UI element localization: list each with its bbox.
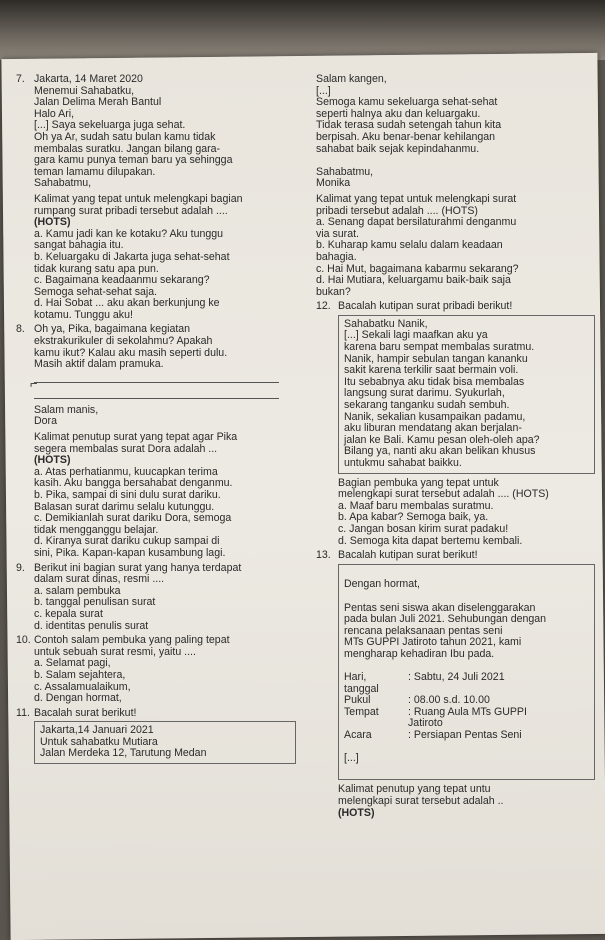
question-number: 9. <box>16 561 25 574</box>
letter-greeting: Dengan hormat, <box>344 578 420 591</box>
hots-tag: (HOTS) <box>34 454 71 467</box>
question-number: 7. <box>16 73 25 85</box>
question-text: Kalimat yang tepat untuk melengkapi surat pribadi tersebut adalah .... (HOTS) <box>316 192 517 217</box>
event-details <box>344 672 589 742</box>
option-d[interactable]: d. Semoga kita dapat bertemu kembali. <box>338 534 523 547</box>
question-text: Bacalah kutipan surat pribadi berikut! <box>338 300 513 313</box>
photo-background <box>0 0 605 60</box>
detail-value: : Sabtu, 24 Juli 2021 <box>408 671 505 684</box>
option-c[interactable]: c. Hai Mut, bagaimana kabarmu sekarang? <box>316 262 519 275</box>
question-text: Bacalah surat berikut! <box>34 706 137 719</box>
question-10 <box>16 635 306 705</box>
option-c[interactable]: c. Jangan bosan kirim surat padaku! <box>338 522 509 535</box>
option-d[interactable]: d. Hai Mutiara, keluargamu baik-baik saja bukan? <box>316 274 511 298</box>
option-b[interactable]: b. Apa kabar? Semoga baik, ya. <box>338 511 489 524</box>
option-d[interactable]: d. Hai Sobat ... aku akan berkunjung ke kotamu. Tunggu aku! <box>34 297 220 321</box>
option-a[interactable]: a. Selamat pagi, <box>34 657 111 670</box>
question-text: Kalimat yang tepat untuk melengkapi bagian rumpang surat pribadi tersebut adalah .... <box>34 192 243 217</box>
letter-box: Sahabatku Nanik, [...] Sekali lagi maafkan aku ya karena baru sempat membalas suratmu. Nanik, hampir sebulan tangan kananku sakit karena terkilir saat bermain voli. Itu sebabnya aku tidak bisa membalas langsung surat darimu. Syukurlah, sekarang tanganku sudah sembuh. Nanik, sekalian kusampaikan padamu, aku liburan mendatang akan berjalan- jalan ke Bali. Kamu pesan oleh-oleh apa? Bilang ya, nanti aku akan belikan khusus untukmu sahabat baikku. <box>338 315 595 474</box>
question-number: 11. <box>16 706 30 719</box>
question-text: Bacalah kutipan surat berikut! <box>338 549 478 562</box>
detail-value: : Persiapan Pentas Seni <box>408 729 522 742</box>
hots-tag: (HOTS) <box>34 216 71 229</box>
letter-ellipsis: [...] <box>344 752 359 765</box>
letter-excerpt: Salam kangen, [...] Semoga kamu sekeluarga sehat-sehat seperti halnya aku dan keluargaku. Tidak terasa sudah setengah tahun kita berpisah. Aku benar-benar kehilangan sahabat baik sejak kepindahanmu. Sahabatmu, Monika <box>316 73 502 190</box>
option-d[interactable]: d. identitas penulis surat <box>34 619 149 632</box>
question-number: 12. <box>316 300 331 313</box>
option-b[interactable]: b. Kuharap kamu selalu dalam keadaan bahagia. <box>316 239 503 263</box>
question-8 <box>16 324 306 559</box>
option-d[interactable]: d. Dengan hormat, <box>34 692 122 705</box>
answer-line[interactable] <box>34 389 279 399</box>
answer-line[interactable] <box>34 373 279 383</box>
question-number: 8. <box>16 323 25 336</box>
letter-excerpt: Oh ya, Pika, bagaimana kegiatan ekstrakurikuler di sekolahmu? Apakah kamu ikut? Kalau aku masih seperti dulu. Masih aktif dalam pramuka. <box>34 323 228 371</box>
option-a[interactable]: a. salam pembuka <box>34 584 121 597</box>
pencil-mark: ⌐ <box>30 376 38 391</box>
question-prompt: Kalimat penutup yang tepat untu melengkapi surat tersebut adalah .. <box>338 783 504 808</box>
question-number: 13. <box>316 549 331 562</box>
option-c[interactable]: c. Demikianlah surat dariku Dora, semoga tidak mengganggu belajar. <box>34 512 232 536</box>
letter-box: Jakarta,14 Januari 2021 Untuk sahabatku Mutiara Jalan Merdeka 12, Tarutung Medan <box>34 721 296 764</box>
left-column <box>16 74 306 771</box>
option-b[interactable]: b. tanggal penulisan surat <box>34 596 156 609</box>
question-prompt: Bagian pembuka yang tepat untuk melengkapi surat tersebut adalah .... (HOTS) <box>338 476 549 501</box>
question-11 <box>16 708 306 768</box>
letter-closing: Salam manis, Dora <box>34 403 99 428</box>
hots-tag: (HOTS) <box>338 806 375 819</box>
detail-value: : 08.00 s.d. 10.00 <box>408 694 490 707</box>
letter-excerpt: Jakarta, 14 Maret 2020 Menemui Sahabatku, Jalan Delima Merah Bantul Halo Ari, [...] Saya sekeluarga juga sehat. Oh ya Ar, sudah satu bulan kamu tidak membalas suratku. Jangan bilang gara- gara kamu punya teman baru ya sehingga teman lamamu dilupakan. Sahabatmu, <box>34 73 233 190</box>
question-number: 10. <box>16 634 31 647</box>
letter-box <box>338 564 595 781</box>
question-text: Berikut ini bagian surat yang hanya terdapat dalam surat dinas, resmi .... <box>34 561 242 586</box>
detail-label: Pukul <box>344 694 371 707</box>
option-a[interactable]: a. Atas perhatianmu, kuucapkan terima kasih. Aku bangga bersahabat denganmu. <box>34 465 233 490</box>
detail-label: Hari, tanggal <box>344 671 379 695</box>
option-c[interactable]: c. kepala surat <box>34 607 103 620</box>
option-c[interactable]: c. Assalamualaikum, <box>34 680 131 693</box>
detail-value: : Ruang Aula MTs GUPPI Jatiroto <box>408 705 527 730</box>
question-12 <box>316 301 601 547</box>
question-text: Kalimat penutup surat yang tepat agar Pika segera membalas surat Dora adalah ... <box>34 431 238 455</box>
option-d[interactable]: d. Kiranya surat dariku cukup sampai di sini, Pika. Kapan-kapan kusambung lagi. <box>34 535 226 559</box>
letter-body: Pentas seni siswa akan diselenggarakan pada bulan Juli 2021. Sehubungan dengan rencana pelaksanaan pentas seni MTs GUPPI Jatiroto tahun 2021, kami mengharap kehadiran Ibu pada. <box>344 601 547 660</box>
question-text: Contoh salam pembuka yang paling tepat untuk sebuah surat resmi, yaitu .... <box>34 634 230 658</box>
option-a[interactable]: a. Senang dapat bersilaturahmi denganmu via surat. <box>316 216 517 240</box>
option-b[interactable]: b. Salam sejahtera, <box>34 668 126 681</box>
question-11-continued <box>316 74 601 298</box>
detail-label: Acara <box>344 729 372 742</box>
option-a[interactable]: a. Kamu jadi kan ke kotaku? Aku tunggu sangat bahagia itu. <box>34 227 224 252</box>
right-column <box>316 74 601 822</box>
option-c[interactable]: c. Bagaimana keadaanmu sekarang? Semoga sehat-sehat saja. <box>34 274 210 298</box>
option-a[interactable]: a. Maaf baru membalas suratmu. <box>338 499 494 512</box>
question-9 <box>16 563 306 633</box>
question-13 <box>316 550 601 819</box>
option-b[interactable]: b. Pika, sampai di sini dulu surat dariku. Balasan surat darimu selalu kutunggu. <box>34 489 221 513</box>
question-7 <box>16 74 306 321</box>
option-b[interactable]: b. Keluargaku di Jakarta juga sehat-sehat tidak kurang satu apa pun. <box>34 250 230 275</box>
detail-label: Tempat <box>344 705 379 718</box>
